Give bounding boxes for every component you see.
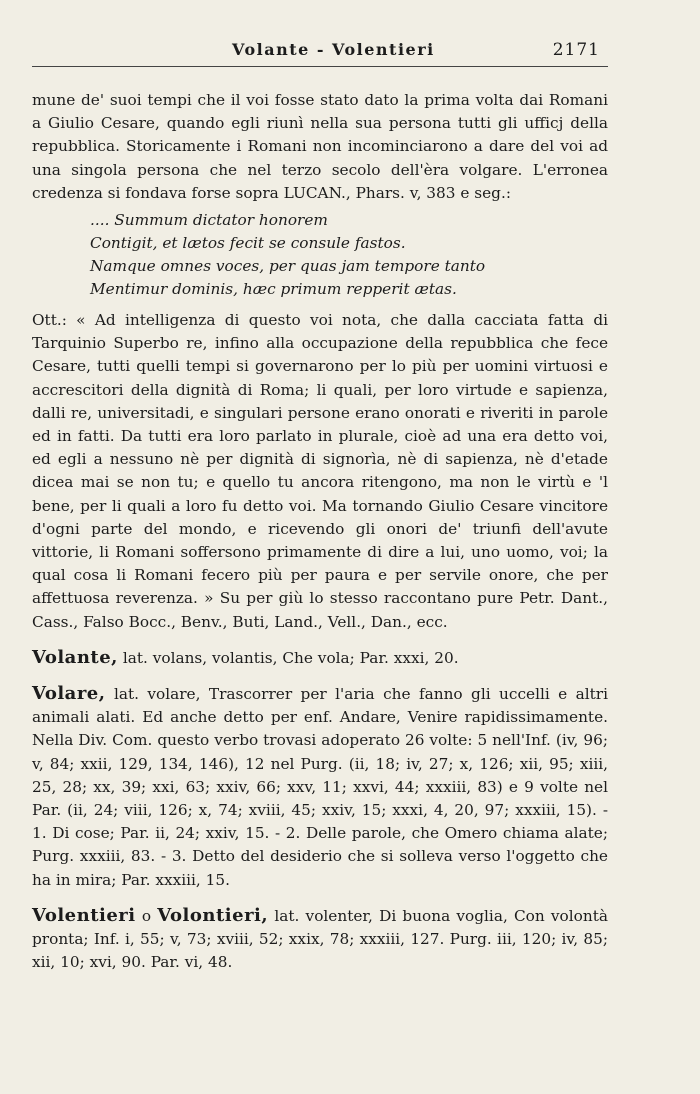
dictionary-page: [32, 40, 608, 975]
header-rule: [32, 66, 608, 67]
headword: Volentieri: [32, 904, 136, 926]
entry-volante: [32, 646, 608, 670]
headword: Volare,: [32, 683, 106, 705]
verse-line: Contigit, et lætos fecit se consule fastos.: [90, 234, 406, 253]
entry-text: lat. volare, Trascorrer per l'aria che fanno gli uccelli e altri animali alati. Ed anche detto per enf. Andare, Venire rapidissimamente. Nella Div. Com. questo verbo trovasi adoperato 26 volte: 5 nell'Inf. (iv, 96; v, 84; xxii, 129, 134, 146), 12 nel Purg. (ii, 18; iv, 27; x, 126; xii, 95; xiii, 25, 28; xx, 39; xxi, 63; xxiv, 66; xxv, 11; xxvi, 44; xxxiii, 83) e 9 volte nel Par. (ii, 24; viii, 126; x, 74; xviii, 45; xxiv, 15; xxxi, 4, 20, 97; xxxiii, 15). - 1. Di cose; Par. ii, 24; xxiv, 15. - 2. Delle parole, che Omero chiama alate; Purg. xxxiii, 83. - 3. Detto del desiderio che si solleva verso l'oggetto che ha in mira; Par. xxxiii, 15.: [32, 685, 608, 889]
verse-line: .... Summum dictator honorem: [90, 211, 328, 230]
verse-line: Namque omnes voces, per quas jam tempore tanto: [90, 257, 486, 276]
entry-volare: [32, 682, 608, 892]
headword-connector: o: [141, 906, 152, 925]
ottimo-commentary: Ott.: « Ad intelligenza di questo voi nota, che dalla cacciata fatta di Tarquinio Superbo re, infino alla occupazione della repubblica che fece Cesare, tutti quelli tempi si governarono per lo più per uomini virtuosi e accrescitori della dignità di Roma; li quali, per loro virtude e sapienza, dalli re, universitadi, e singulari persone erano onorati e riveriti in parole ed in fatti. Da tutti era loro parlato in plurale, cioè ad una era detto voi, ed egli a nessuno nè per dignità di signorìa, nè di sapienza, nè d'etade dicea mai se non tu; e quello tu ancora ritengono, ma non le virtù e 'l bene, per li quali a loro fu detto voi. Ma tornando Giulio Cesare vincitore d'ogni parte del mondo, e ricevendo gli onori de' triunfi dell'avute vittorie, li Romani soffersono primamente di dire a lui, uno uomo, voi; la qual cosa li Romani fecero più per paura e per servile onore, che per affettuosa reverenza. » Su per giù lo stesso raccontano pure Petr. Dant., Cass., Falso Bocc., Benv., Buti, Land., Vell., Dan., ecc.: [32, 311, 608, 631]
verse-line: Mentimur dominis, hæc primum repperit ætas.: [90, 280, 457, 299]
headword-variant: Volontieri,: [157, 904, 269, 926]
headword: Volante,: [32, 646, 118, 668]
running-head: [32, 40, 608, 60]
continuation-paragraph: mune de' suoi tempi che il voi fosse stato dato la prima volta dai Romani a Giulio Cesare, quando egli riunì nella sua persona tutti gli ufficj della repubblica. Storicamente i Romani non incominciarono a dare del voi ad una singola persona che nel terzo secolo dell'èra volgare. L'erronea credenza si fondava forse sopra LUCAN., Phars. v, 383 e seg.:: [32, 91, 608, 202]
latin-quotation: [32, 209, 608, 301]
entry-text: lat. volenter, Di buona voglia, Con volontà pronta; Inf. i, 55; v, 73; xviii, 52; xxix, 78; xxxiii, 127. Purg. iii, 120; iv, 85; xii, 10; xvi, 90. Par. vi, 48.: [32, 906, 608, 972]
running-head-title: Volante - Volentieri: [232, 40, 435, 59]
entry-text: lat. volans, volantis, Che vola; Par. xxxi, 20.: [122, 648, 459, 667]
page-number: 2171: [552, 40, 600, 60]
entry-volentieri: [32, 904, 608, 975]
